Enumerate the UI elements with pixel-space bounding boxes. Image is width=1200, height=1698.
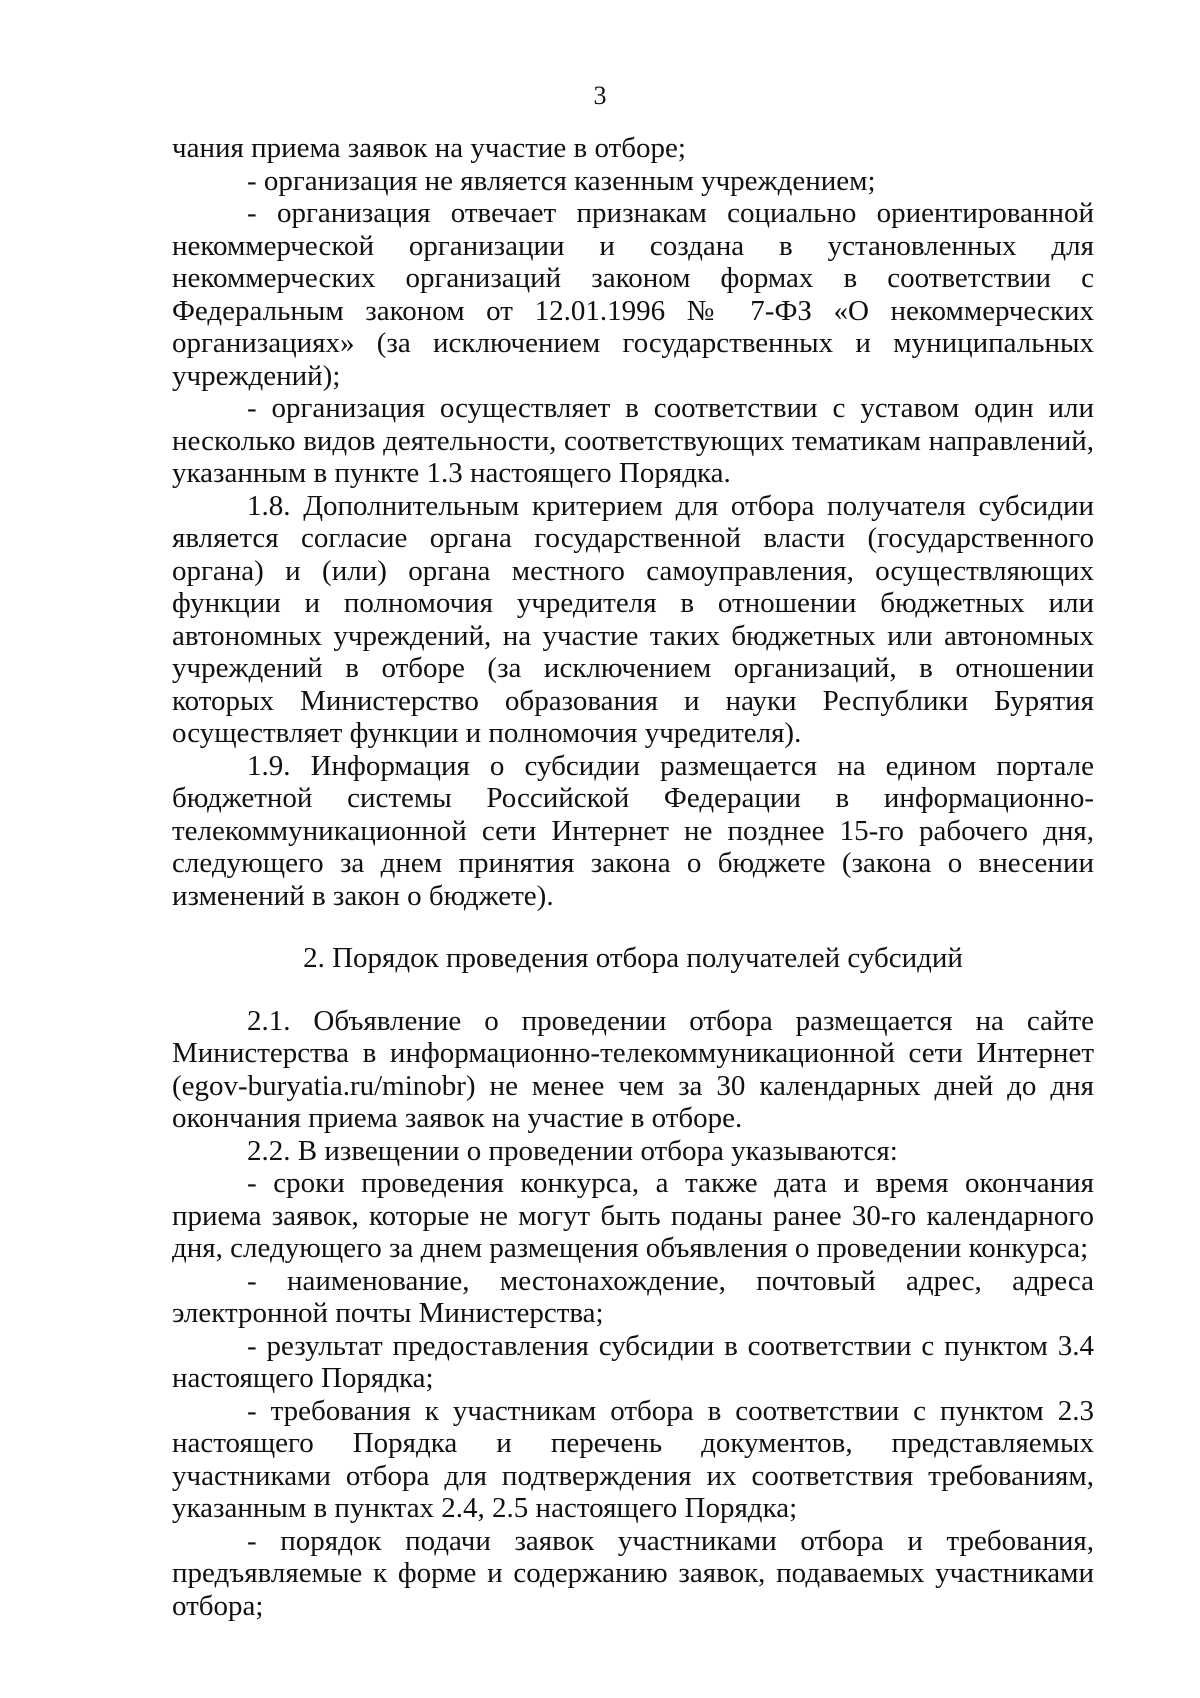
paragraph: 2.2. В извещении о проведении отбора указываются: xyxy=(247,1134,898,1167)
paragraph: - результат предоставления субсидии в соответствии с пунктом 3.4 настоящего Порядка; xyxy=(172,1329,1094,1394)
paragraph: - порядок подачи заявок участниками отбора и требования, предъявляемые к форме и содержанию заявок, подаваемых участниками отбора; xyxy=(172,1524,1094,1622)
paragraph: чания приема заявок на участие в отборе; xyxy=(172,132,686,164)
paragraph: 1.8. Дополнительным критерием для отбора получателя субсидии является согласие органа государственной власти (государственного органа) и (или) органа местного самоуправления, осуществляющих функции и полномочия учредителя в отношении бюджетных или автономных учреждений, на участие таких бюджетных или автономных учреждений в отборе (за исключением организаций, в отношении которых Министерство образования и науки Республики Бурятия осуществляет функции и полномочия учредителя). xyxy=(172,489,1094,749)
paragraph: - требования к участникам отбора в соответствии с пунктом 2.3 настоящего Порядка и перечень документов, представляемых участниками отбора для подтверждения их соответствия требованиям, указанным в пунктах 2.4, 2.5 настоящего Порядка; xyxy=(172,1394,1094,1524)
paragraph: - наименование, местонахождение, почтовый адрес, адреса электронной почты Министерства; xyxy=(172,1264,1094,1329)
paragraph: - организация не является казенным учреждением; xyxy=(247,164,876,197)
document-body xyxy=(172,132,1094,1622)
paragraph: - организация осуществляет в соответствии с уставом один или несколько видов деятельности, соответствующих тематикам направлений, указанным в пункте 1.3 настоящего Порядка. xyxy=(172,392,1094,489)
paragraph: 1.9. Информация о субсидии размещается на едином портале бюджетной системы Российской Федерации в информационно-телекоммуникационной сети Интернет не позднее 15-го рабочего дня, следующего за днем принятия закона о бюджете (закона о внесении изменений в закон о бюджете). xyxy=(172,749,1094,912)
page-number: 3 xyxy=(593,81,607,110)
paragraph: - организация отвечает признакам социально ориентированной некоммерческой организации и создана в установленных для некоммерческих организаций законом формах в соответствии с Федеральным законом от 12.01.1996 № 7-ФЗ «О некоммерческих организациях» (за исключением государственных и муниципальных учреждений); xyxy=(172,197,1094,392)
paragraph: - сроки проведения конкурса, а также дата и время окончания приема заявок, которые не могут быть поданы ранее 30-го календарного дня, следующего за днем размещения объявления о проведении конкурса; xyxy=(172,1167,1094,1264)
section-heading: 2. Порядок проведения отбора получателей субсидий xyxy=(303,942,963,974)
paragraph: 2.1. Объявление о проведении отбора размещается на сайте Министерства в информационно-телекоммуникационной сети Интернет (egov-buryatia.ru/minobr) не менее чем за 30 календарных дней до дня окончания приема заявок на участие в отборе. xyxy=(172,1004,1094,1134)
